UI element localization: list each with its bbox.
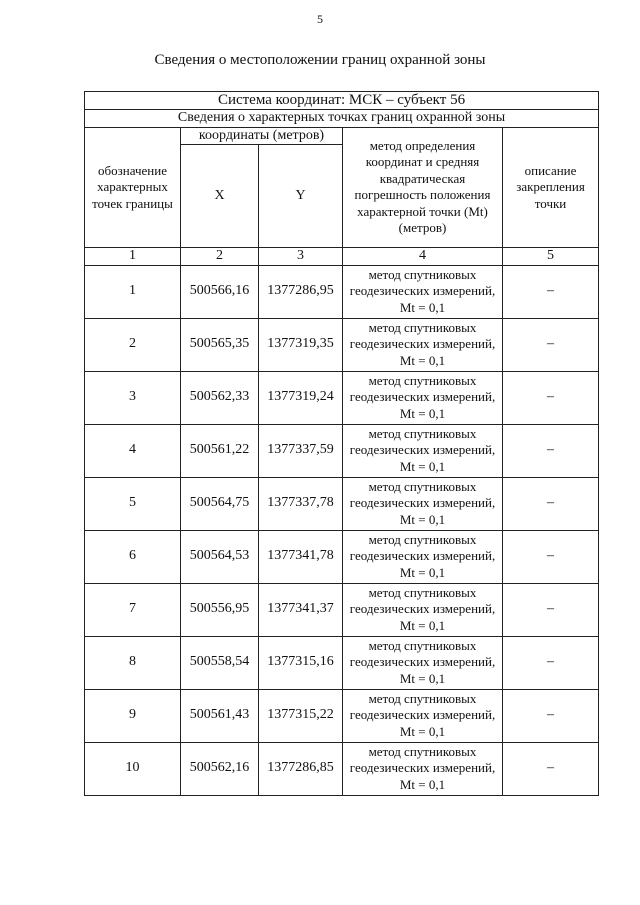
- document-title: Сведения о местоположении границ охранной зоны: [154, 52, 486, 68]
- coord-x-cell: 500562,33: [181, 371, 259, 424]
- table-row: [85, 530, 599, 583]
- method-cell: метод спутниковых геодезических измерений, Mt = 0,1: [343, 689, 503, 742]
- table-row: [85, 636, 599, 689]
- point-number-cell: 2: [85, 318, 181, 371]
- method-cell: метод спутниковых геодезических измерений, Mt = 0,1: [343, 636, 503, 689]
- description-cell: –: [503, 636, 599, 689]
- column-number: 1: [85, 248, 181, 266]
- coord-y-cell: 1377286,85: [259, 742, 343, 795]
- coord-x-cell: 500561,43: [181, 689, 259, 742]
- method-cell: метод спутниковых геодезических измерений, Mt = 0,1: [343, 742, 503, 795]
- method-cell: метод спутниковых геодезических измерений, Mt = 0,1: [343, 318, 503, 371]
- table-row: [85, 318, 599, 371]
- coord-x-cell: 500564,53: [181, 530, 259, 583]
- method-cell: метод спутниковых геодезических измерений, Mt = 0,1: [343, 477, 503, 530]
- coord-x-cell: 500564,75: [181, 477, 259, 530]
- coord-y-cell: 1377337,59: [259, 424, 343, 477]
- coord-x-cell: 500565,35: [181, 318, 259, 371]
- coord-y-cell: 1377319,24: [259, 371, 343, 424]
- description-cell: –: [503, 318, 599, 371]
- coord-y-cell: 1377286,95: [259, 265, 343, 318]
- coord-y-cell: 1377319,35: [259, 318, 343, 371]
- header-method: метод определения координат и средняя квадратическая погрешность положения характерной точки (Mt) (метров): [343, 127, 503, 248]
- table-row: [85, 265, 599, 318]
- description-cell: –: [503, 689, 599, 742]
- header-description: описание закрепления точки: [503, 127, 599, 248]
- description-cell: –: [503, 583, 599, 636]
- coord-x-cell: 500562,16: [181, 742, 259, 795]
- subheader-row: [85, 110, 599, 128]
- point-number-cell: 6: [85, 530, 181, 583]
- coord-system-label: Система координат: МСК – субъект 56: [85, 92, 599, 110]
- point-number-cell: 10: [85, 742, 181, 795]
- header-x: X: [181, 145, 259, 248]
- subheader-label: Сведения о характерных точках границ охранной зоны: [85, 110, 599, 128]
- coord-y-cell: 1377341,37: [259, 583, 343, 636]
- header-y: Y: [259, 145, 343, 248]
- coord-x-cell: 500566,16: [181, 265, 259, 318]
- description-cell: –: [503, 530, 599, 583]
- coord-y-cell: 1377315,16: [259, 636, 343, 689]
- point-number-cell: 1: [85, 265, 181, 318]
- header-coordinates: координаты (метров): [181, 127, 343, 145]
- method-cell: метод спутниковых геодезических измерений, Mt = 0,1: [343, 583, 503, 636]
- method-cell: метод спутниковых геодезических измерений, Mt = 0,1: [343, 265, 503, 318]
- column-number: 5: [503, 248, 599, 266]
- column-number-row: [85, 248, 599, 266]
- point-number-cell: 4: [85, 424, 181, 477]
- column-number: 3: [259, 248, 343, 266]
- table-row: [85, 424, 599, 477]
- point-number-cell: 3: [85, 371, 181, 424]
- description-cell: –: [503, 424, 599, 477]
- column-number: 4: [343, 248, 503, 266]
- method-cell: метод спутниковых геодезических измерений, Mt = 0,1: [343, 424, 503, 477]
- coord-y-cell: 1377315,22: [259, 689, 343, 742]
- page-number: 5: [317, 12, 323, 26]
- table-row: [85, 371, 599, 424]
- table-row: [85, 477, 599, 530]
- table-row: [85, 583, 599, 636]
- point-number-cell: 8: [85, 636, 181, 689]
- coord-x-cell: 500561,22: [181, 424, 259, 477]
- table-row: [85, 742, 599, 795]
- boundary-points-table: [84, 91, 599, 796]
- coord-x-cell: 500556,95: [181, 583, 259, 636]
- method-cell: метод спутниковых геодезических измерений, Mt = 0,1: [343, 371, 503, 424]
- description-cell: –: [503, 742, 599, 795]
- point-number-cell: 9: [85, 689, 181, 742]
- column-number: 2: [181, 248, 259, 266]
- header-row-1: [85, 127, 599, 145]
- coord-y-cell: 1377337,78: [259, 477, 343, 530]
- description-cell: –: [503, 371, 599, 424]
- point-number-cell: 5: [85, 477, 181, 530]
- coord-y-cell: 1377341,78: [259, 530, 343, 583]
- description-cell: –: [503, 265, 599, 318]
- point-number-cell: 7: [85, 583, 181, 636]
- coord-system-row: [85, 92, 599, 110]
- method-cell: метод спутниковых геодезических измерений, Mt = 0,1: [343, 530, 503, 583]
- table-row: [85, 689, 599, 742]
- description-cell: –: [503, 477, 599, 530]
- coord-x-cell: 500558,54: [181, 636, 259, 689]
- header-designation: обозначение характерных точек границы: [85, 127, 181, 248]
